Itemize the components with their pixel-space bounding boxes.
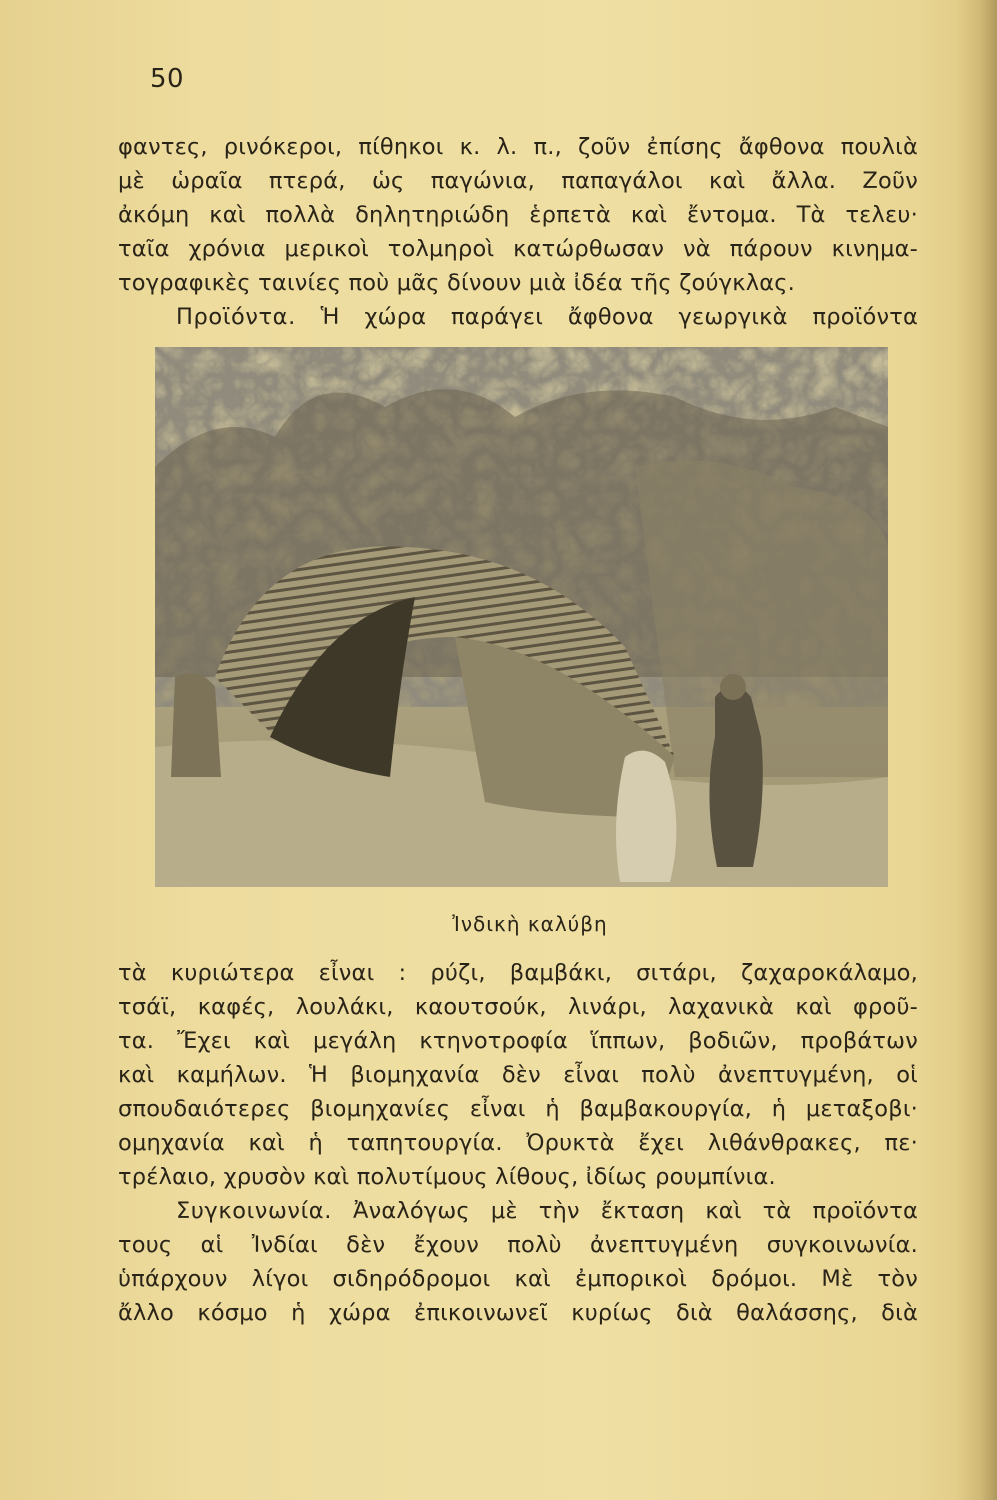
text-line: τὰ κυριώτερα εἶναι : ρύζι, βαμβάκι, σιτάρι, ζαχαροκάλαμο, [118, 960, 918, 986]
text-line: τρέλαιο, χρυσὸν καὶ πολυτίμους λίθους, ἰδίως ρουμπίνια. [118, 1164, 776, 1190]
text-line: τα. Ἔχει καὶ μεγάλη κτηνοτροφία ἵππων, βοδιῶν, προβάτων [118, 1028, 918, 1054]
hut-photograph-drawing [155, 347, 888, 887]
text-line: ταῖα χρόνια μερικοὶ τολμηροὶ κατώρθωσαν νὰ πάρουν κινημα- [118, 236, 918, 262]
text-line: μὲ ὡραῖα πτερά, ὡς παγώνια, παπαγάλοι καὶ ἄλλα. Ζοῦν [118, 168, 918, 194]
text-line: καὶ καμήλων. Ἡ βιομηχανία δὲν εἶναι πολὺ ἀνεπτυγμένη, οἱ [118, 1062, 918, 1088]
products-paragraph [118, 956, 918, 1330]
text-line: ἄλλο κόσμο ἡ χώρα ἐπικοινωνεῖ κυρίως διὰ θαλάσσης, διὰ [118, 1300, 918, 1326]
products-first-line-text: Ἡ χώρα παράγει ἄφθονα γεωργικὰ προϊόντα [320, 304, 918, 330]
text-line: τσάϊ, καφές, λουλάκι, καουτσούκ, λινάρι, λαχανικὰ καὶ φροῦ- [118, 994, 918, 1020]
top-paragraph [118, 130, 918, 334]
figure-caption: Ἰνδικὴ καλύβη [452, 912, 608, 936]
text-line: σπουδαιότερες βιομηχανίες εἶναι ἡ βαμβακουργία, ἡ μεταξοβι· [118, 1096, 918, 1122]
communication-first-line-text: Ἀναλόγως μὲ τὴν ἔκταση καὶ τὰ προϊόντα [353, 1198, 918, 1224]
page-number: 50 [150, 64, 185, 94]
text-line: τογραφικὲς ταινίες ποὺ μᾶς δίνουν μιὰ ἰδέα τῆς ζούγκλας. [118, 270, 796, 296]
products-heading: Προϊόντα. [176, 304, 296, 330]
text-line: ἀκόμη καὶ πολλὰ δηλητηριώδη ἑρπετὰ καὶ ἔντομα. Τὰ τελευ· [118, 202, 918, 228]
communication-heading: Συγκοινωνία. [176, 1198, 332, 1224]
text-line: τους αἱ Ἰνδίαι δὲν ἔχουν πολὺ ἀνεπτυγμένη συγκοινωνία. [118, 1232, 918, 1258]
page-edge-shadow [957, 0, 997, 1500]
hut-photograph [155, 347, 888, 887]
text-line: ὑπάρχουν λίγοι σιδηρόδρομοι καὶ ἐμπορικοὶ δρόμοι. Μὲ τὸν [118, 1266, 918, 1292]
text-line: φαντες, ρινόκεροι, πίθηκοι κ. λ. π., ζοῦν ἐπίσης ἄφθονα πουλιὰ [118, 134, 918, 160]
text-line: ομηχανία καὶ ἡ ταπητουργία. Ὀρυκτὰ ἔχει λιθάνθρακες, πε· [118, 1130, 918, 1156]
communication-first-line [118, 1194, 918, 1228]
products-first-line [118, 300, 918, 334]
